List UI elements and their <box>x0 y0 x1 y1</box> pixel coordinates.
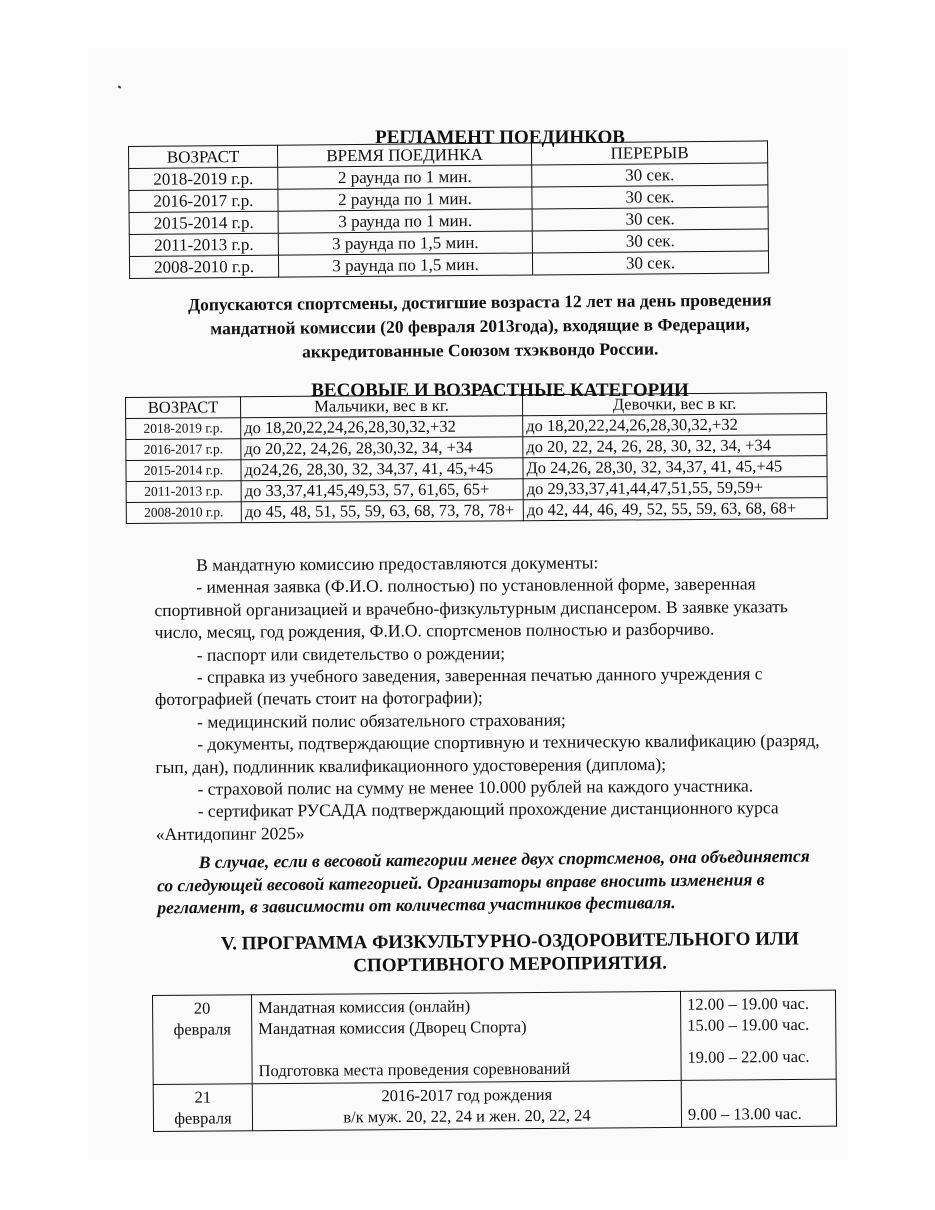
table-cell: 30 сек. <box>532 251 768 275</box>
table-cell: до 45, 48, 51, 55, 59, 63, 68, 73, 78, 78+ <box>241 500 523 523</box>
event-text: Подготовка места проведения соревнований <box>258 1058 571 1081</box>
date-day: 21 <box>194 1087 212 1107</box>
table-cell: 2011-2013 г.р. <box>129 233 278 256</box>
list-item: - сертификат РУСАДА подтверждающий прохождение дистанционного курса «Антидопинг 2025» <box>155 797 779 844</box>
header-cell: Девочки, вес в кг. <box>522 393 826 416</box>
table-cell: до24,26, 28,30, 32, 34,37, 41, 45,+45 <box>241 458 523 481</box>
table-cell: 30 сек. <box>532 229 768 253</box>
table-cell: до 20,22, 24,26, 28,30,32, 34, +34 <box>241 437 523 460</box>
regulation-title: РЕГЛАМЕНТ ПОЕДИНКОВ <box>375 127 625 148</box>
header-cell: ПЕРЕРЫВ <box>531 141 767 165</box>
time-cell <box>681 1079 836 1127</box>
event-cell <box>252 1080 681 1130</box>
table-cell: 30 сек. <box>532 185 768 209</box>
table-cell: 3 раунда по 1,5 мин. <box>278 231 532 255</box>
table-row <box>126 498 827 524</box>
time-text: 9.00 – 13.00 час. <box>687 1103 802 1124</box>
table-cell: до 33,37,41,45,49,53, 57, 61,65, 65+ <box>241 479 523 502</box>
date-cell <box>153 995 253 1085</box>
list-item: - документы, подтверждающие спортивную и техническую квалификацию (разряд, гып, дан), подлинник квалификационного удостоверения (диплома); <box>155 730 820 777</box>
table-cell: 3 раунда по 1 мин. <box>278 209 532 233</box>
date-month: февраля <box>173 1019 232 1039</box>
time-text: 12.00 – 19.00 час. <box>687 993 810 1014</box>
time-text: 19.00 – 22.00 час. <box>687 1046 810 1067</box>
event-text: 2016-2017 год рождения <box>381 1084 553 1106</box>
event-text: в/к муж. 20, 22, 24 и жен. 20, 22, 24 <box>343 1105 591 1127</box>
categories-title: ВЕСОВЫЕ И ВОЗРАСТНЫЕ КАТЕГОРИИ <box>311 380 689 401</box>
table-cell: 2008-2010 г.р. <box>126 502 241 524</box>
header-cell: ВРЕМЯ ПОЕДИНКА <box>277 143 531 167</box>
note-paragraph <box>157 844 828 919</box>
time-cell <box>680 990 836 1080</box>
event-text: Мандатная комиссия (Дворец Спорта) <box>258 1017 527 1039</box>
table-cell: до 18,20,22,24,26,28,30,32,+32 <box>523 414 827 437</box>
section-title-line: V. ПРОГРАММА ФИЗКУЛЬТУРНО-ОЗДОРОВИТЕЛЬНОГО ИЛИ <box>220 928 799 955</box>
table-cell: 2018-2019 г.р. <box>129 167 278 190</box>
table-cell: до 20, 22, 24, 26, 28, 30, 32, 34, +34 <box>523 435 827 458</box>
section-title-line: СПОРТИВНОГО МЕРОПРИЯТИЯ. <box>353 952 667 977</box>
admission-line: мандатной комиссии (20 февраля 2013года), входящие в Федерации, <box>210 313 750 339</box>
table-cell: 2 раунда по 1 мин. <box>278 165 532 189</box>
list-item: - паспорт или свидетельство о рождении; <box>196 642 506 665</box>
table-cell: 2016-2017 г.р. <box>126 439 241 461</box>
regulation-table <box>128 140 769 279</box>
event-cell <box>252 991 682 1083</box>
table-cell: 2 раунда по 1 мин. <box>278 187 532 211</box>
admission-line: аккредитованные Союзом тхэквондо России. <box>301 338 659 362</box>
section-title <box>200 927 820 978</box>
documents-intro: В мандатную комиссию предоставляются документы: <box>196 552 599 575</box>
note-text: В случае, если в весовой категории менее двух спортсменов, она объединяется со следующей весовой категорией. Организаторы вправе вносить изменения в регламент, в зависимости от количества участников фестиваля. <box>156 845 810 918</box>
list-item: - справка из учебного заведения, заверенная печатью данного учреждения с фотографией (печать стоит на фотографии); <box>154 663 763 710</box>
table-cell: до 42, 44, 46, 49, 52, 55, 59, 63, 68, 68+ <box>523 498 827 521</box>
list-item: - именная заявка (Ф.И.О. полностью) по установленной форме, заверенная спортивной организацией и врачебно-физкультурным диспансером. В заявке указать число, месяц, год рождения, Ф.И.О. спортсменов полностью и разборчиво. <box>154 573 788 643</box>
date-cell <box>153 1084 252 1132</box>
event-text: Мандатная комиссия (онлайн) <box>258 996 471 1018</box>
table-cell: 2015-2014 г.р. <box>126 460 241 482</box>
table-row <box>153 1079 836 1131</box>
time-text: 15.00 – 19.00 час. <box>687 1014 810 1035</box>
table-cell: 2015-2014 г.р. <box>129 211 278 234</box>
table-cell: 30 сек. <box>532 163 768 187</box>
admission-paragraph <box>150 287 811 365</box>
date-month: февраля <box>174 1108 232 1128</box>
table-cell: до 29,33,37,41,44,47,51,55, 59,59+ <box>523 477 827 500</box>
table-cell: до 18,20,22,24,26,28,30,32,+32 <box>241 416 523 439</box>
categories-table <box>125 392 828 524</box>
header-cell: ВОЗРАСТ <box>129 145 278 168</box>
table-cell: 2008-2010 г.р. <box>129 255 278 278</box>
list-item: - медицинский полис обязательного страхования; <box>197 709 566 732</box>
table-cell: 3 раунда по 1,5 мин. <box>278 253 532 277</box>
documents-list <box>154 550 836 845</box>
table-cell: 2011-2013 г.р. <box>126 481 241 503</box>
table-cell: До 24,26, 28,30, 32, 34,37, 41, 45,+45 <box>523 456 827 479</box>
header-cell: Мальчики, вес в кг. <box>241 395 523 418</box>
program-table <box>152 990 837 1132</box>
list-item: - страховой полис на сумму не менее 10.000 рублей на каждого участника. <box>197 775 754 799</box>
table-cell: 30 сек. <box>532 207 768 231</box>
admission-line: Допускаются спортсмены, достигшие возраста 12 лет на день проведения <box>187 289 772 315</box>
table-cell: 2018-2019 г.р. <box>126 418 241 440</box>
table-row <box>153 990 837 1084</box>
table-cell: 2016-2017 г.р. <box>129 189 278 212</box>
header-cell: ВОЗРАСТ <box>126 397 241 419</box>
date-day: 20 <box>193 998 211 1018</box>
